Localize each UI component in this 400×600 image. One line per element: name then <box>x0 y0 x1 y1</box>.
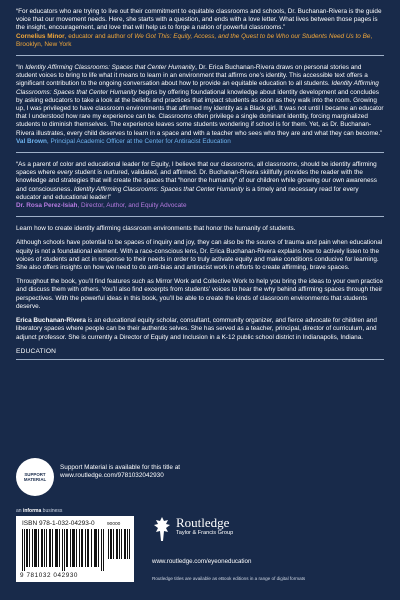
attribution-role: , Director, Author, and Equity Advocate <box>77 202 187 210</box>
divider <box>16 359 384 360</box>
quote-attribution <box>16 138 384 146</box>
quote-brown <box>16 64 384 138</box>
divider <box>16 55 384 56</box>
informa-post: business <box>41 508 63 514</box>
author-name: Erica Buchanan-Rivera <box>16 317 86 325</box>
ean-barcode-icon <box>22 529 104 571</box>
divider <box>16 216 384 217</box>
informa-business <box>16 508 62 514</box>
support-material <box>16 458 216 498</box>
support-material-badge-icon: SUPPORT MATERIAL <box>16 458 54 496</box>
support-line: Support Material is available for this title at <box>60 464 181 471</box>
quote-text: “In <box>16 64 26 72</box>
quote-attribution <box>16 202 384 210</box>
price-barcode-icon <box>108 529 130 559</box>
quote-text: , Dr. Erica Buchanan-Rivera draws on personal stories and student voices to bring to life what it means to learn in an environment that affirms one’s identity. This accessible text offers a significant contribution to the ongoing conversation about how to provide an equitable education to all students. <box>16 64 368 88</box>
quote-perez-isiah <box>16 161 384 202</box>
ebook-note: Routledge titles are available as eBook editions in a range of digital formats <box>152 576 306 581</box>
attribution-name: Val Brown <box>16 137 47 145</box>
support-material-text <box>60 464 250 480</box>
informa-pre: an <box>16 508 23 514</box>
blurb-lead: Learn how to create identity affirming classroom environments that honor the humanity of students. <box>16 225 296 233</box>
subject-category: EDUCATION <box>16 347 57 355</box>
publisher-url[interactable]: www.routledge.com/eyeoneducation <box>152 558 252 565</box>
attribution-name: Dr. Rosa Perez-Isiah <box>16 202 78 210</box>
quote-text: “For educators who are trying to live out their commitment to equitable classrooms and schools, Dr. Buchanan-Rivera is the guide voice that our movement needs. Here, she starts with a question, and ends with a love letter. What lives between those pages is the insight, encouragement, and love that will help us to forge a nation of powerful classrooms.” <box>16 8 382 32</box>
quote-text: “As a parent of color and educational leader for Equity, I believe that our classrooms, all classrooms, should be identity affirming spaces where <box>16 161 377 177</box>
quote-text: student is nurtured, validated, and affirmed. Dr. Buchanan-Rivera skillfully provides the reader with the knowledge and strategies that will create the spaces that “honor the humanity” of our children while growing our own awareness and consciousness. <box>16 169 377 193</box>
attribution-name: Cornelius Minor <box>16 32 65 40</box>
quote-minor <box>16 8 384 33</box>
book-title: Identity Affirming Classrooms: Spaces that Center Humanity <box>73 185 244 193</box>
divider <box>16 152 384 153</box>
routledge-logo-icon <box>152 516 172 542</box>
quote-text: begins by offering foundational knowledge about identity development and concludes by asking educators to take a look at the beliefs and practices that impact students as soon as they walk into the room. Growing up, I was privileged to have classroom environments that affirmed my identity as a Black girl. It was not until I became an educator that I understood how rare my experience can be. Classrooms often privilege a single dominant identity, forcing marginalized students to diminish themselves. The experience leaves some students wondering if school is for them. Yet, as Dr. Buchanan-Rivera illustrates, every child deserves to learn in a space and with a teacher who sees who they are and what they can become.” <box>16 88 384 137</box>
barcode <box>16 516 134 582</box>
attribution-role: , Principal Academic Officer at the Center for Antiracist Education <box>46 137 231 145</box>
book-title: Identity Affirming Classrooms: Spaces that Center Humanity <box>16 80 379 96</box>
publisher-group: Taylor & Francis Group <box>176 530 234 536</box>
author-bio <box>16 317 384 342</box>
author-bio-text: is an educational equity scholar, consultant, community organizer, and fierce advocate for children and liberatory spaces where people can be their authentic selves. She has served as a teacher, principal, director of curriculum, and adjunct professor. She is currently a Director of Equity and Inclusion in a K-12 public school district in Indianapolis, Indiana. <box>16 317 377 341</box>
quote-attribution <box>16 33 384 49</box>
informa-logo: informa <box>22 508 42 514</box>
quote-emphasis: every <box>57 169 73 177</box>
quote-text: is a timely and necessary read for every educator and educational leader!” <box>16 185 359 201</box>
support-url[interactable]: www.routledge.com/9781032042930 <box>60 472 164 480</box>
attribution-role: , educator and author of <box>64 32 135 40</box>
blurb-paragraph: Although schools have potential to be spaces of inquiry and joy, they can also be the source of trauma and pain when educational equity is not a foundational element. With a race-conscious lens, Dr. Erica Buchanan-Rivera explains how to actively listen to the voices of students and act in response to their needs in order to truly activate equity and make conditions conducive for learning. She also offers insights on how we need to do anti-bias and antiracist work in efforts to create affirming, brave spaces. <box>16 239 383 272</box>
attribution-book: We Got This: Equity, Access, and the Quest to be Who our Students Need Us to Be <box>134 32 371 40</box>
price-code: 90000 <box>107 522 121 527</box>
blurb-paragraph: Throughout the book, you’ll find features such as Mirror Work and Collective Work to help you bring the ideas to your own practice and discuss them with others. You’ll also find excerpts from students’ voices to hear the why behind affirming spaces through their perspectives. With the powerful ideas in this book, you’ll be able to create the kinds of classroom environments that students deserve. <box>16 278 384 310</box>
publisher-block <box>152 514 332 564</box>
isbn: ISBN 978-1-032-04293-0 <box>22 520 95 527</box>
book-title: Identity Affirming Classrooms: Spaces that Center Humanity <box>25 64 196 72</box>
publisher-name: Routledge <box>176 515 230 530</box>
attribution-location: , Brooklyn, New York <box>16 32 373 48</box>
barcode-digits: 9 781032 042930 <box>20 572 79 579</box>
